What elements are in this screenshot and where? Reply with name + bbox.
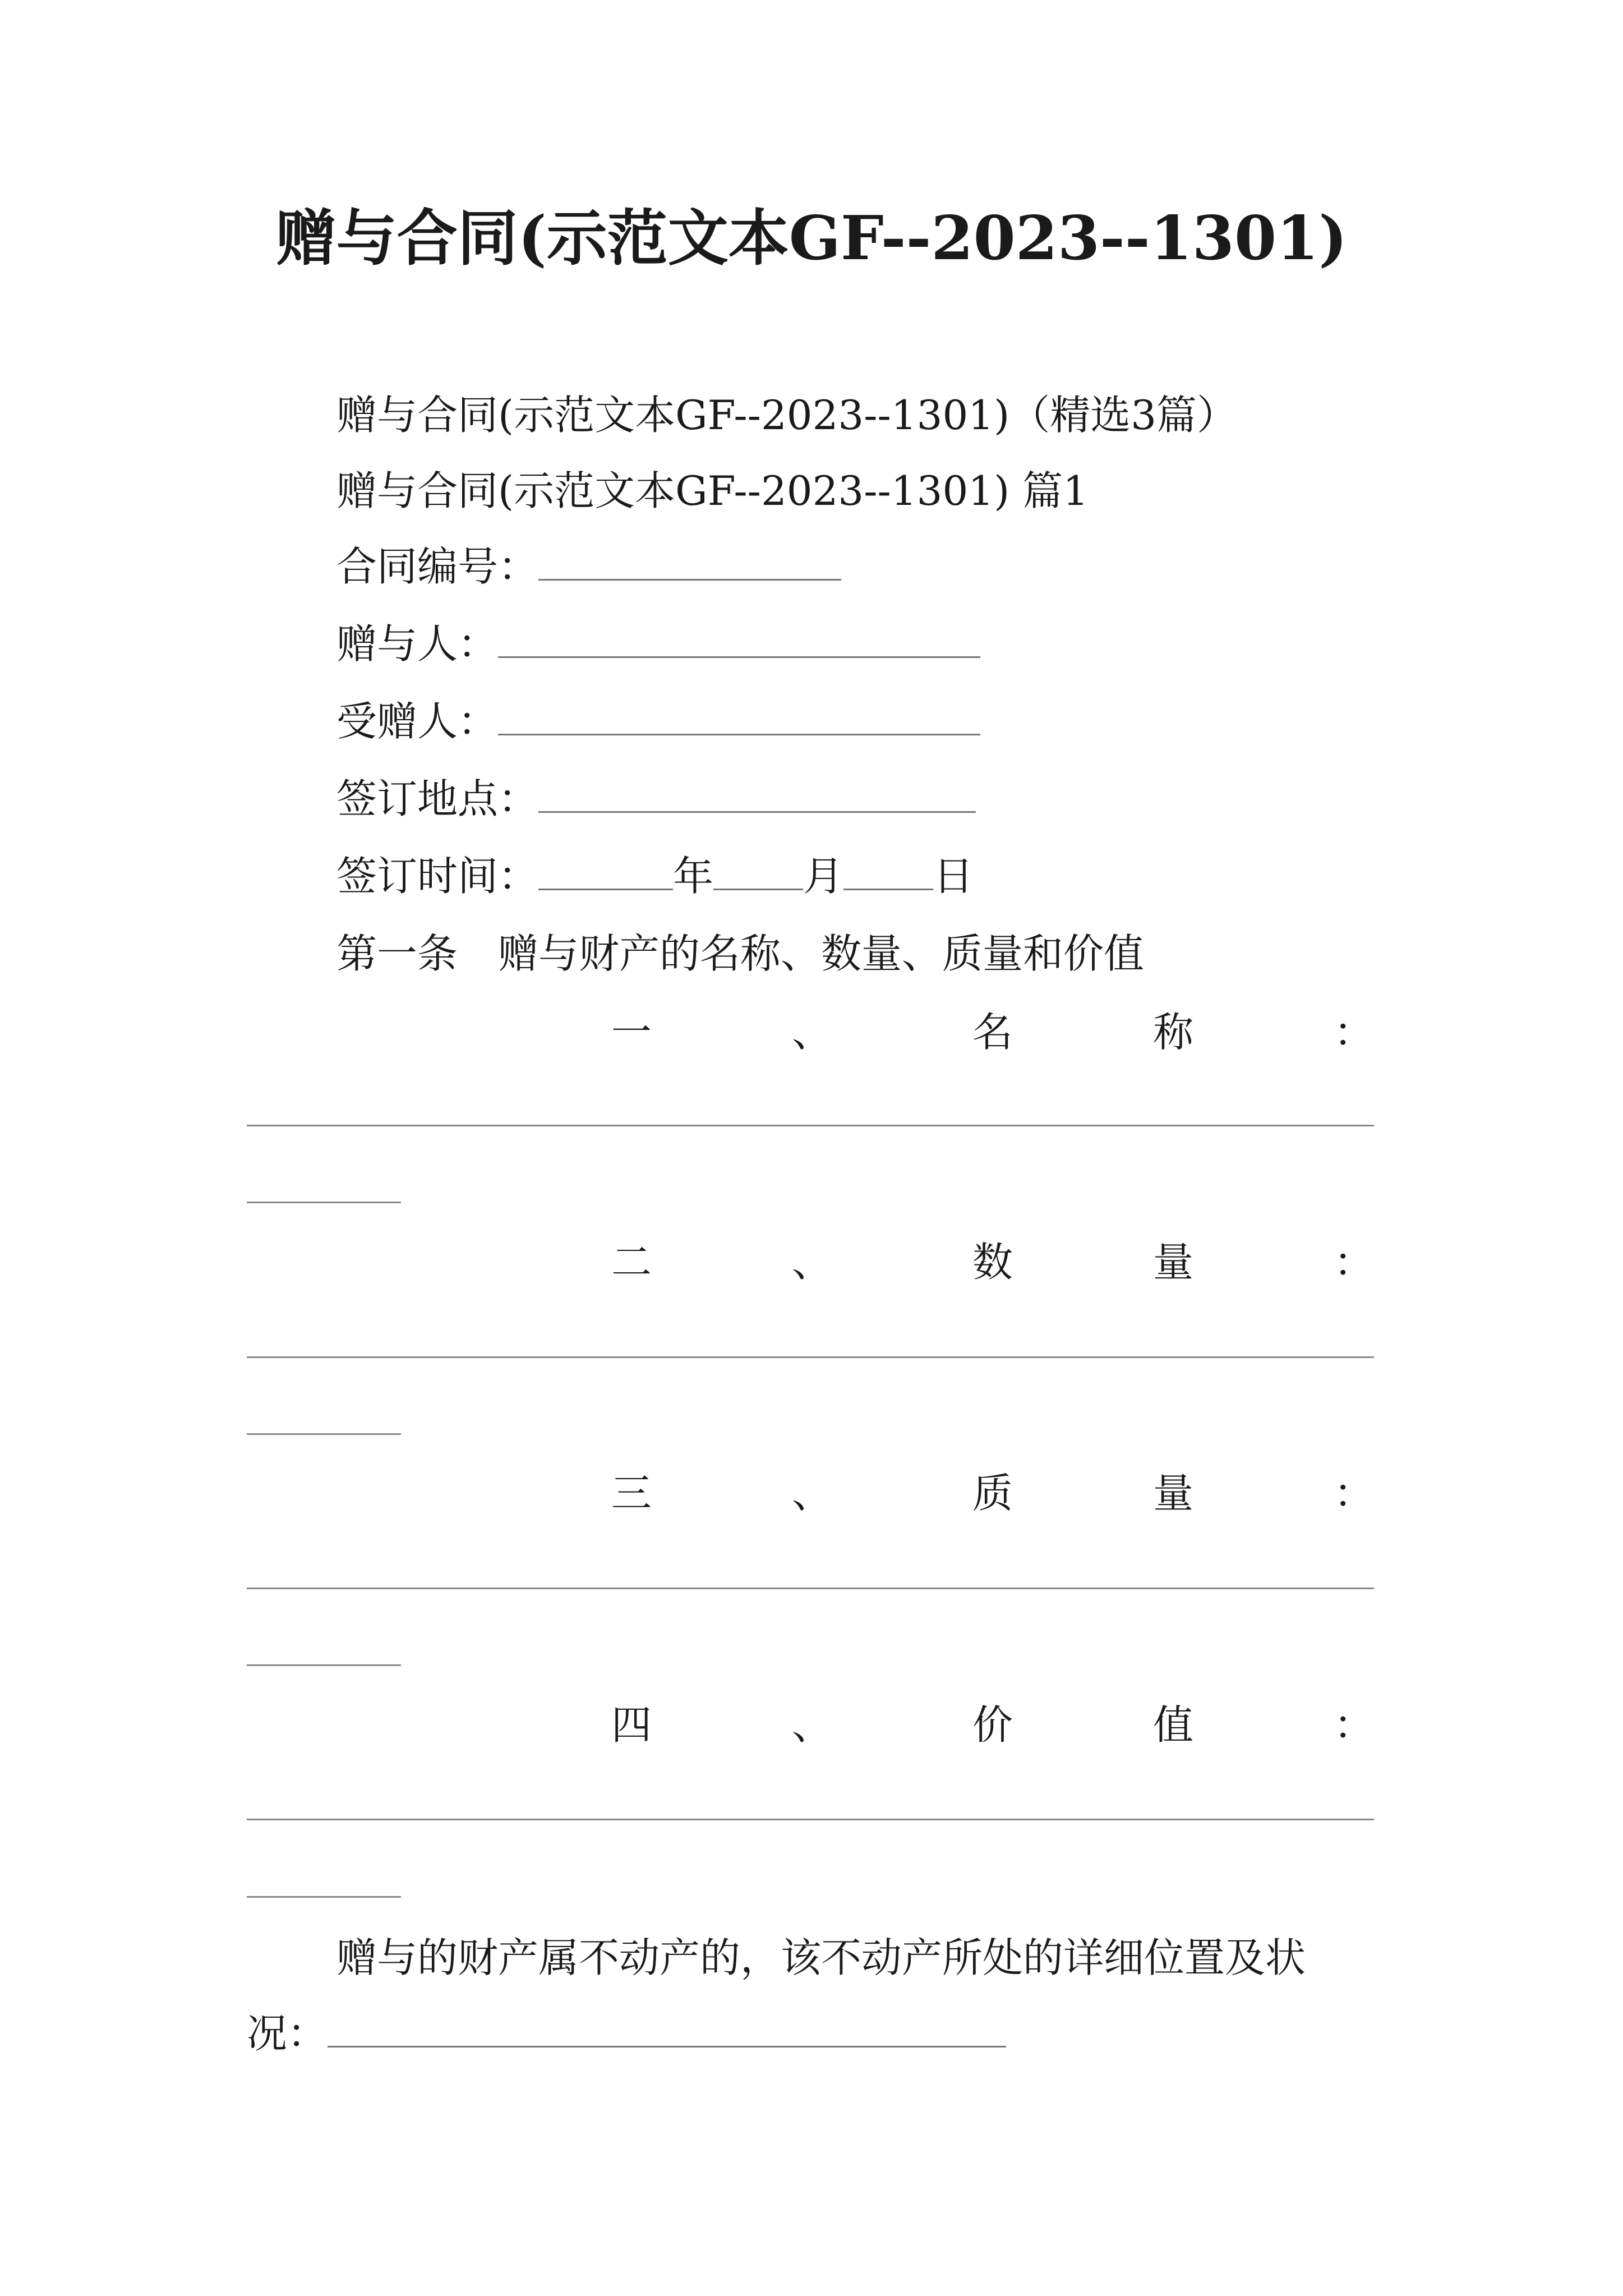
- item-number: 三: [611, 1470, 652, 1517]
- item-quality-row: [611, 1465, 1374, 1521]
- item-label-char: 值: [1152, 1701, 1193, 1749]
- real-estate-blank[interactable]: [328, 2005, 1006, 2047]
- item-quantity-row: [611, 1234, 1374, 1290]
- item-label-char: 质: [972, 1470, 1013, 1517]
- item-label-char: 量: [1152, 1239, 1193, 1286]
- item-number: 二: [611, 1239, 652, 1286]
- signing-place-row: [336, 771, 976, 827]
- signing-place-blank[interactable]: [538, 771, 976, 813]
- contract-number-blank[interactable]: [538, 539, 841, 581]
- item-label-char: 量: [1152, 1470, 1193, 1517]
- value-blank-line-cont[interactable]: [247, 1896, 401, 1898]
- day-blank[interactable]: [843, 848, 933, 890]
- month-label: 月: [803, 853, 844, 900]
- subtitle: 赠与合同(示范文本GF--2023--1301)（精选3篇）: [336, 392, 1238, 439]
- item-number: 四: [611, 1701, 652, 1749]
- value-blank-line[interactable]: [247, 1819, 1374, 1820]
- item-label-char: 数: [972, 1239, 1013, 1286]
- item-label-char: 价: [972, 1701, 1013, 1749]
- quantity-blank-line-cont[interactable]: [247, 1433, 401, 1435]
- item-label-char: 称: [1152, 1009, 1193, 1056]
- month-blank[interactable]: [713, 848, 803, 890]
- signing-time-row: [336, 848, 974, 904]
- item-colon: ：: [1333, 1470, 1374, 1517]
- day-label: 日: [933, 853, 974, 900]
- item-separator: 、: [791, 1239, 832, 1286]
- donor-row: [336, 616, 980, 672]
- year-label: 年: [673, 853, 714, 900]
- part-heading: 赠与合同(示范文本GF--2023--1301) 篇1: [336, 467, 1089, 514]
- year-blank[interactable]: [538, 848, 673, 890]
- contract-number-row: [336, 539, 841, 595]
- quality-blank-line-cont[interactable]: [247, 1664, 401, 1666]
- item-colon: ：: [1333, 1239, 1374, 1286]
- quality-blank-line[interactable]: [247, 1588, 1374, 1589]
- article-1-heading: 第一条 赠与财产的名称、数量、质量和价值: [336, 930, 1145, 977]
- item-name-row: [611, 1004, 1374, 1060]
- item-colon: ：: [1333, 1009, 1374, 1056]
- item-separator: 、: [791, 1701, 832, 1749]
- signing-time-label: 签订时间：: [336, 853, 539, 900]
- donor-blank[interactable]: [498, 616, 980, 658]
- document-title: 赠与合同(示范文本GF--2023--1301): [275, 203, 1348, 274]
- real-estate-paragraph: 赠与的财产属不动产的，该不动产所处的详细位置及状: [336, 1934, 1306, 1981]
- item-label-char: 名: [972, 1009, 1013, 1056]
- name-blank-line-cont[interactable]: [247, 1202, 401, 1203]
- name-blank-line[interactable]: [247, 1125, 1374, 1126]
- item-value-row: [611, 1697, 1374, 1753]
- real-estate-continuation: [247, 2005, 1006, 2062]
- donor-label: 赠与人：: [336, 620, 499, 668]
- donee-label: 受赠人：: [336, 698, 499, 745]
- signing-place-label: 签订地点：: [336, 775, 539, 822]
- item-colon: ：: [1333, 1701, 1374, 1749]
- donee-row: [336, 693, 980, 749]
- donee-blank[interactable]: [498, 693, 980, 735]
- item-number: 一: [611, 1009, 652, 1056]
- contract-number-label: 合同编号：: [336, 543, 539, 590]
- item-separator: 、: [791, 1009, 832, 1056]
- item-separator: 、: [791, 1470, 832, 1517]
- quantity-blank-line[interactable]: [247, 1356, 1374, 1358]
- real-estate-label: 况：: [247, 2010, 328, 2057]
